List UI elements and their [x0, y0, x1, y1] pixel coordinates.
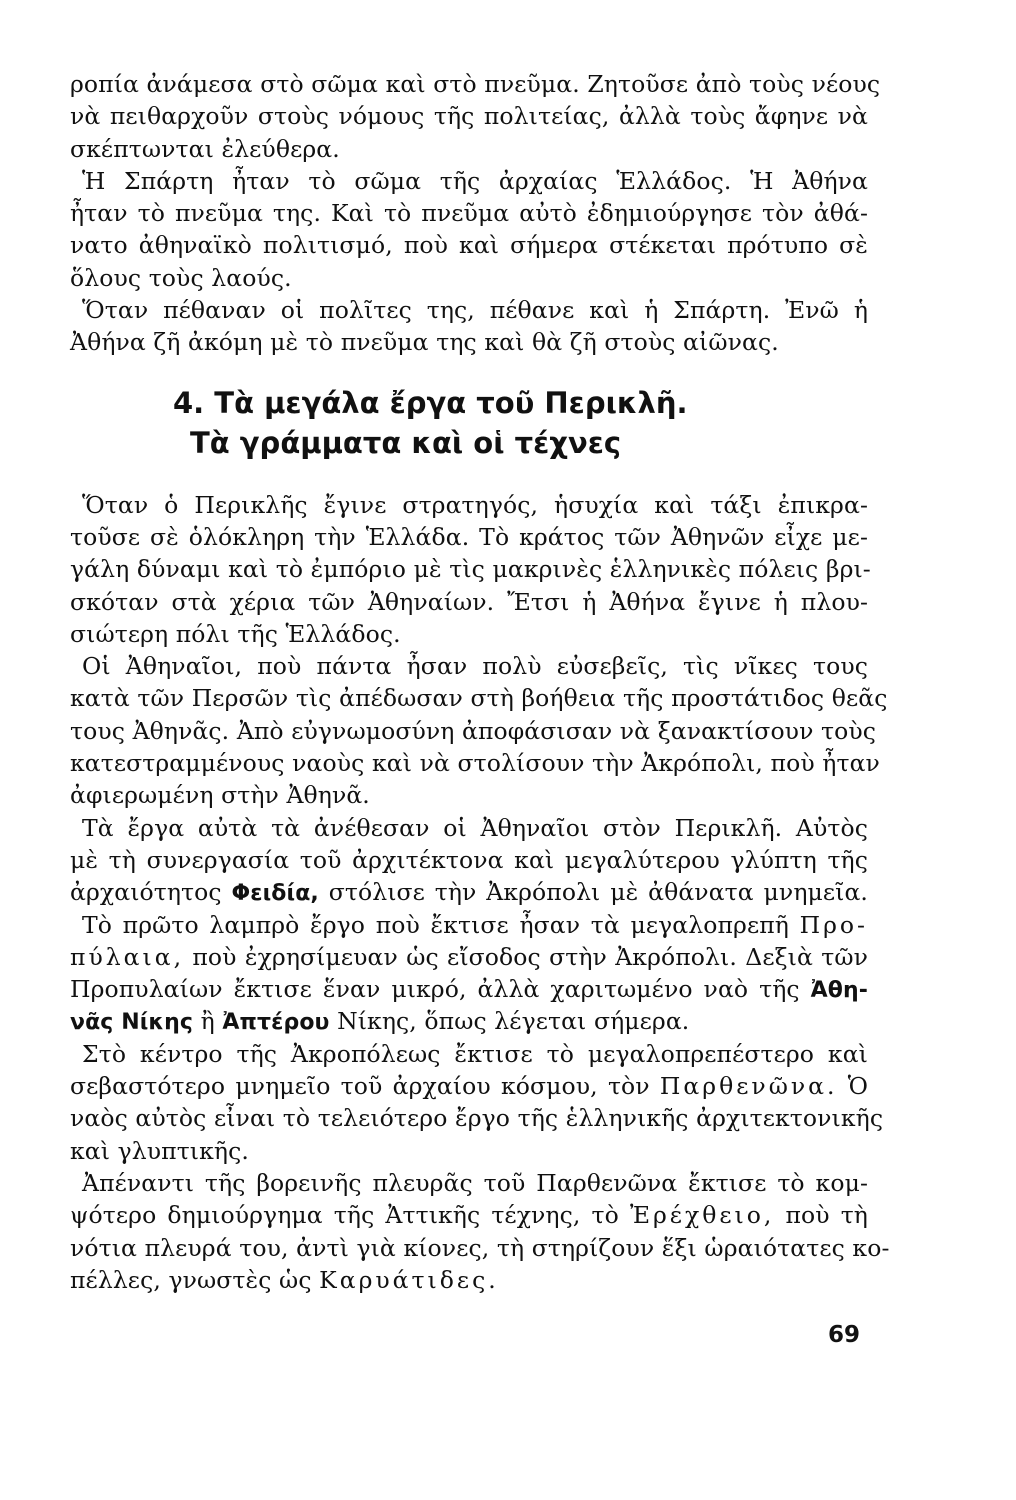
bold-name-nike: νᾶς Νίκης: [70, 1010, 194, 1036]
paragraph-line: Ὅταν ὁ Περικλῆς ἔγινε στρατηγός, ἡσυχία καὶ τάξι ἐπικρα-: [82, 490, 868, 519]
paragraph-line: [70, 1005, 868, 1037]
paragraph-5: [70, 1038, 884, 1167]
paragraph-line: Τὰ ἔργα αὐτὰ τὰ ἀνέθεσαν οἱ Ἀθηναῖοι στὸν Περικλῆ. Αὐτὸς: [82, 813, 868, 842]
intro-text: [70, 68, 881, 359]
paragraph-line: ναὸς αὐτὸς εἶναι τὸ τελειότερο ἔργο τῆς ἑλληνικῆς ἀρχιτεκτονικῆς: [70, 1104, 884, 1133]
paragraph-line: νότια πλευρά του, ἀντὶ γιὰ κίονες, τὴ στηρίζουν ἕξι ὡραιότατες κο-: [70, 1233, 890, 1262]
paragraph-3: [70, 812, 868, 909]
spaced-term-parthenon: Παρθενῶνα.: [659, 1072, 838, 1101]
paragraph-line: καὶ γλυπτικῆς.: [70, 1136, 249, 1165]
text-run: Τὸ πρῶτο λαμπρὸ ἔργο ποὺ ἔκτισε ἦσαν τὰ μεγαλοπρεπῆ: [82, 910, 800, 939]
paragraph-line: σκόταν στὰ χέρια τῶν Ἀθηναίων. Ἔτσι ἡ Ἀθήνα ἔγινε ἡ πλου-: [70, 587, 868, 616]
paragraph-line: [70, 973, 868, 1005]
text-run: ἀρχαιότητος: [70, 878, 232, 907]
paragraph-line: [70, 941, 868, 973]
text-run: Νίκης, ὅπως λέγεται σήμερα.: [329, 1007, 690, 1036]
intro-line: ἦταν τὸ πνεῦμα της. Καὶ τὸ πνεῦμα αὐτὸ ἐδημιούργησε τὸν ἀθά-: [70, 199, 868, 228]
section-heading: 4. Τὰ μεγάλα ἔργα τοῦ Περικλῆ.: [173, 385, 688, 420]
paragraph-2: [70, 650, 888, 811]
intro-line: Ὅταν πέθαναν οἱ πολῖτες της, πέθανε καὶ ἡ Σπάρτη. Ἐνῶ ἡ: [82, 296, 868, 325]
bold-name-pheidias: Φειδία,: [231, 881, 319, 907]
bold-name-apteros: Ἀπτέρου: [222, 1010, 330, 1036]
paragraph-line: [70, 1070, 868, 1102]
spaced-term-caryatids: Καρυάτιδες.: [319, 1265, 499, 1294]
paragraph-line: Ἀπέναντι τῆς βορεινῆς πλευρᾶς τοῦ Παρθενῶνα ἔκτισε τὸ κομ-: [82, 1168, 868, 1197]
paragraph-line: κατὰ τῶν Περσῶν τὶς ἀπέδωσαν στὴ βοήθεια τῆς προστάτιδος θεᾶς: [70, 684, 888, 713]
text-run: ψότερο δημιούργημα τῆς Ἀττικῆς τέχνης, τὸ: [70, 1201, 630, 1230]
paragraph-4: [70, 909, 868, 1038]
spaced-term-propylaia: Προ-: [799, 910, 868, 939]
paragraph-line: τοῦσε σὲ ὁλόκληρη τὴν Ἑλλάδα. Τὸ κράτος τῶν Ἀθηνῶν εἶχε με-: [70, 522, 868, 551]
text-run: στόλισε τὴν Ἀκρόπολι μὲ ἀθάνατα μνημεῖα.: [318, 878, 868, 907]
paragraph-line: Οἱ Ἀθηναῖοι, ποὺ πάντα ἦσαν πολὺ εὐσεβεῖς, τὶς νῖκες τους: [82, 652, 868, 681]
spaced-term-erechtheion: Ἐρέχθειο,: [629, 1201, 775, 1230]
intro-line: ροπία ἀνάμεσα στὸ σῶμα καὶ στὸ πνεῦμα. Ζητοῦσε ἀπὸ τοὺς νέους: [70, 70, 881, 98]
paragraph-1: [70, 489, 871, 650]
text-run: ποὺ τὴ: [774, 1201, 868, 1230]
intro-line: νατο ἀθηναϊκὸ πολιτισμό, ποὺ καὶ σήμερα στέκεται πρότυπο σὲ: [70, 231, 868, 260]
paragraph-line: κατεστραμμένους ναοὺς καὶ νὰ στολίσουν τὴν Ἀκρόπολι, ποὺ ἦταν: [70, 749, 880, 778]
text-run: ἢ: [193, 1007, 223, 1036]
intro-line: Ἡ Σπάρτη ἦταν τὸ σῶμα τῆς ἀρχαίας Ἑλλάδος. Ἡ Ἀθήνα: [82, 166, 868, 195]
text-run: Ὁ: [837, 1072, 868, 1101]
paragraph-line: [70, 1264, 868, 1296]
intro-line: σκέπτωνται ἐλεύθερα.: [70, 134, 340, 163]
intro-line: Ἀθήνα ζῆ ἀκόμη μὲ τὸ πνεῦμα της καὶ θὰ ζῆ στοὺς αἰῶνας.: [70, 328, 779, 357]
paragraph-line: ἀφιερωμένη στὴν Ἀθηνᾶ.: [70, 781, 370, 810]
spaced-term-propylaia-end: πύλαια,: [70, 942, 185, 971]
paragraph-line: [70, 909, 868, 941]
page-number: 69: [828, 1322, 861, 1348]
paragraph-line: γάλη δύναμι καὶ τὸ ἐμπόριο μὲ τὶς μακρινὲς ἑλληνικὲς πόλεις βρι-: [70, 555, 871, 584]
page-text: [70, 68, 890, 1296]
paragraph-line: Στὸ κέντρο τῆς Ἀκροπόλεως ἔκτισε τὸ μεγαλοπρεπέστερο καὶ: [82, 1039, 868, 1068]
bold-name-athena: Ἀθη-: [810, 978, 868, 1004]
paragraph-6: [70, 1167, 890, 1296]
intro-line: ὅλους τοὺς λαούς.: [70, 263, 292, 292]
text-run: πέλλες, γνωστὲς ὡς: [70, 1265, 320, 1294]
paragraph-line: μὲ τὴ συνεργασία τοῦ ἀρχιτέκτονα καὶ μεγαλύτερου γλύπτη τῆς: [70, 845, 868, 874]
text-run: Προπυλαίων ἔκτισε ἕναν μικρό, ἀλλὰ χαριτωμένο ναὸ τῆς: [70, 975, 811, 1004]
paragraph-line: τους Ἀθηνᾶς. Ἀπὸ εὐγνωμοσύνη ἀποφάσισαν νὰ ξανακτίσουν τοὺς: [70, 716, 877, 745]
paragraph-line: [70, 876, 868, 908]
text-run: ποὺ ἐχρησίμευαν ὡς εἴσοδος στὴν Ἀκρόπολι. Δεξιὰ τῶν: [184, 942, 868, 971]
section-subheading: Τὰ γράμματα καὶ οἱ τέχνες: [190, 425, 622, 460]
paragraph-line: σιώτερη πόλι τῆς Ἑλλάδος.: [70, 619, 401, 648]
text-run: σεβαστότερο μνημεῖο τοῦ ἀρχαίου κόσμου, τὸν: [70, 1072, 660, 1101]
paragraph-line: [70, 1199, 868, 1231]
intro-line: νὰ πειθαρχοῦν στοὺς νόμους τῆς πολιτείας, ἀλλὰ τοὺς ἄφηνε νὰ: [70, 102, 868, 131]
